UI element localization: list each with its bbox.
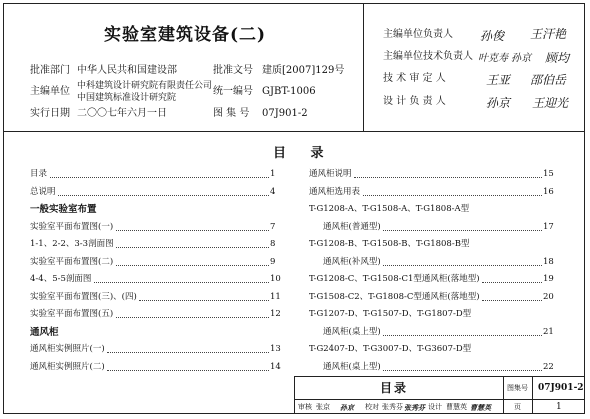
unified-no: GJBT-1006	[262, 86, 316, 97]
editor-unit-line2: 中国建筑标准设计研究院	[77, 93, 177, 103]
toc-entry: T-G1208-C、T-G1508-C1型通风柜(落地型)	[309, 274, 480, 284]
responsible-label: 设 计 负 责 人	[383, 96, 446, 107]
toc-page-number: 9	[270, 256, 276, 267]
toc-leader	[363, 195, 542, 196]
toc-page-number: 22	[543, 361, 554, 372]
toc-entry: 4-4、5-5剖面图	[30, 274, 92, 284]
responsible-signature: 顾均	[545, 51, 570, 65]
toc-leader	[139, 300, 269, 301]
toc-entry: T-G2407-D、T-G3007-D、T-G3607-D型	[309, 344, 472, 354]
toc-entry: 通风柜选用表	[309, 186, 361, 197]
toc-leader	[50, 177, 269, 178]
toc-page-number: 8	[270, 239, 276, 249]
title-block-div	[532, 376, 533, 414]
title-block-page-label: 页	[514, 403, 521, 411]
title-block-div	[503, 376, 504, 414]
effective-date-label: 实行日期	[30, 108, 70, 119]
responsible-signature: 王亚	[486, 73, 511, 87]
toc-entry: 通风柜(补风型)	[323, 256, 381, 267]
responsible-signature: 邵伯岳	[530, 73, 567, 87]
toc-leader	[116, 230, 269, 231]
approval-doc-label: 批准文号	[213, 65, 253, 76]
toc-leader	[94, 282, 269, 283]
page-title: 实验室建筑设备(二)	[104, 25, 267, 45]
approval-dept: 中华人民共和国建设部	[77, 65, 177, 76]
toc-entry: 通风柜实例照片(二)	[30, 361, 105, 372]
atlas-no: 07J901-2	[262, 108, 308, 119]
toc-page-number: 18	[543, 256, 554, 267]
toc-entry: 目录	[30, 169, 48, 179]
responsible-signature: 王迎光	[532, 96, 569, 110]
toc-entry: T-G1207-D、T-G1507-D、T-G1807-D型	[309, 309, 472, 319]
title-block-signoff-cell: 曹慧英	[470, 403, 491, 412]
responsible-signature: 孙京	[486, 96, 511, 110]
toc-leader	[107, 370, 269, 371]
toc-entry: 通风柜实例照片(一)	[30, 344, 105, 354]
unified-no-label: 统一编号	[213, 86, 253, 97]
toc-leader	[383, 265, 542, 266]
toc-leader	[354, 177, 542, 178]
responsible-label: 主编单位技术负责人	[383, 51, 473, 62]
toc-entry: T-G1208-A、T-G1508-A、T-G1808-A型	[309, 204, 470, 214]
toc-leader	[482, 300, 542, 301]
toc-page-number: 10	[270, 274, 281, 284]
title-block-mid	[294, 399, 585, 400]
toc-page-number: 17	[543, 221, 554, 232]
title-block-signoff-cell: 设计	[428, 403, 442, 411]
toc-leader	[116, 317, 269, 318]
toc-leader	[383, 370, 542, 371]
responsible-label: 技 术 审 定 人	[383, 73, 446, 84]
header-divider	[3, 131, 585, 132]
editor-unit-line1: 中科建筑设计研究院有限责任公司	[77, 81, 213, 91]
toc-page-number: 15	[543, 169, 554, 179]
toc-page-number: 20	[543, 291, 554, 302]
toc-entry: 通风柜说明	[309, 169, 352, 179]
toc-page-number: 11	[270, 291, 281, 302]
toc-page-number: 4	[270, 186, 276, 197]
toc-entry: 1-1、2-2、3-3剖面图	[30, 239, 114, 249]
title-block-signoff-cell: 孙京	[340, 403, 354, 412]
title-block-page-value: 1	[556, 402, 562, 412]
toc-page-number: 7	[270, 221, 276, 232]
responsible-signature: 叶克寿 孙京	[478, 53, 532, 64]
toc-entry: 实验室平面布置图(一)	[30, 221, 114, 232]
header-vertical-divider	[363, 3, 364, 131]
approval-doc: 建质[2007]129号	[262, 65, 345, 76]
responsible-signature: 孙俊	[480, 29, 505, 43]
toc-page-number: 12	[270, 309, 281, 319]
toc-page-number: 19	[543, 274, 554, 284]
responsible-signature: 王汗艳	[530, 27, 567, 41]
toc-page-number: 1	[270, 169, 276, 179]
title-block-left	[294, 376, 295, 414]
toc-page-number: 13	[270, 344, 281, 354]
toc-entry: 实验室平面布置图(二)	[30, 256, 114, 267]
title-block-signoff-cell: 张秀芬	[382, 403, 403, 411]
title-block-atlas-label: 图集号	[507, 384, 528, 392]
toc-section-heading: 通风柜	[30, 326, 59, 338]
toc-section-heading: 一般实验室布置	[30, 204, 97, 215]
toc-entry: 通风柜(桌上型)	[323, 361, 381, 372]
approval-dept-label: 批准部门	[30, 65, 70, 76]
toc-leader	[58, 195, 269, 196]
toc-leader	[116, 265, 269, 266]
toc-page-number: 14	[270, 361, 281, 372]
title-block-atlas-value: 07J901-2	[538, 383, 584, 393]
toc-leader	[482, 282, 542, 283]
toc-page-number: 21	[543, 326, 554, 337]
toc-entry: 实验室平面布置图(五)	[30, 309, 114, 319]
title-block-signoff-cell: 张京	[316, 403, 330, 411]
effective-date: 二〇〇七年六月一日	[77, 108, 167, 119]
atlas-no-label: 图 集 号	[213, 108, 250, 119]
toc-leader	[383, 230, 542, 231]
toc-entry: T-G1508-C2、T-G1808-C型通风柜(落地型)	[309, 291, 480, 302]
title-block-signoff-cell: 曹慧英	[446, 403, 467, 411]
responsible-label: 主编单位负责人	[383, 29, 453, 40]
title-block-signoff-cell: 校对	[365, 403, 379, 411]
editor-unit-label: 主编单位	[30, 86, 70, 97]
toc-entry: 总说明	[30, 186, 56, 197]
toc-entry: 通风柜(桌上型)	[323, 326, 381, 337]
toc-entry: T-G1208-B、T-G1508-B、T-G1808-B型	[309, 239, 470, 249]
title-block-signoff-cell: 张秀芬	[404, 403, 425, 412]
toc-page-number: 16	[543, 186, 554, 197]
title-block-signoff-cell: 审核	[298, 403, 312, 411]
toc-entry: 实验室平面布置图(三)、(四)	[30, 291, 137, 302]
toc-leader	[107, 352, 269, 353]
title-block-name: 目录	[380, 381, 409, 395]
toc-title: 目 录	[273, 146, 334, 161]
toc-leader	[116, 247, 269, 248]
title-block-top	[294, 376, 585, 377]
toc-entry: 通风柜(普通型)	[323, 221, 381, 232]
toc-leader	[383, 335, 542, 336]
